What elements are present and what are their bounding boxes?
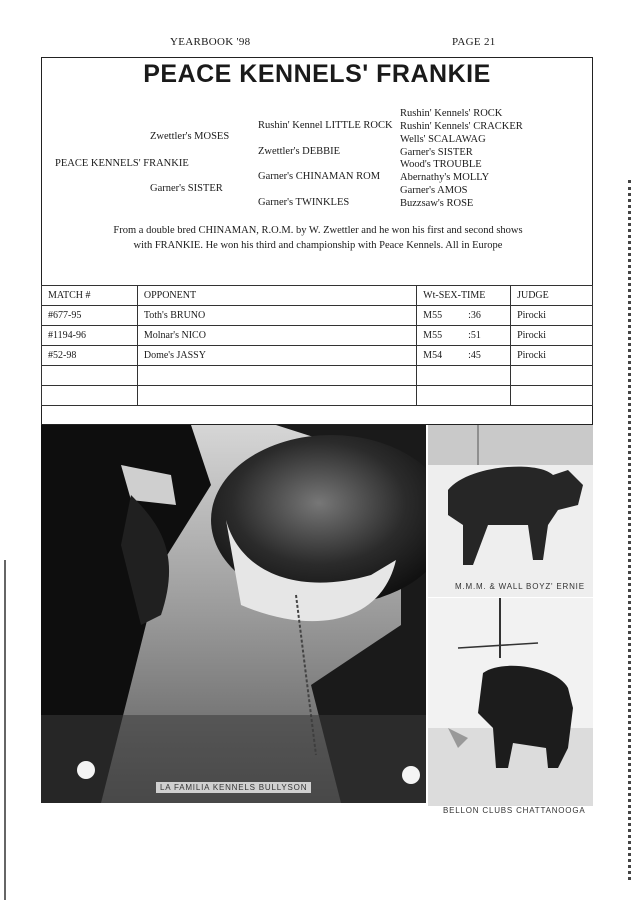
wt-sex-time	[417, 306, 511, 326]
pedigree-gg: Garner's SISTER	[400, 147, 473, 158]
pedigree-gg: Abernathy's MOLLY	[400, 172, 490, 183]
photo-bullyson	[41, 425, 426, 803]
time: :51	[468, 330, 481, 341]
dog-chained-illustration	[428, 598, 593, 806]
photo-ernie	[428, 425, 593, 597]
left-edge-line	[4, 560, 6, 900]
table-header-row	[42, 286, 593, 306]
opponent: Toth's BRUNO	[137, 306, 416, 326]
judge: Pirocki	[511, 306, 593, 326]
time: :45	[468, 350, 481, 361]
table-row-empty	[42, 386, 593, 406]
dog-photo-illustration	[41, 425, 426, 803]
pedigree-gg: Rushin' Kennels' CRACKER	[400, 121, 523, 132]
pedigree-sire-sire: Rushin' Kennel LITTLE ROCK	[258, 120, 393, 131]
wt-sex-time	[417, 326, 511, 346]
yearbook-label: YEARBOOK '98	[170, 36, 251, 48]
opponent: Dome's JASSY	[137, 346, 416, 366]
table-row-empty	[42, 366, 593, 386]
page-number: PAGE 21	[452, 36, 496, 48]
judge: Pirocki	[511, 326, 593, 346]
pedigree-sire-dam: Zwettler's DEBBIE	[258, 146, 341, 157]
pedigree-gg: Wells' SCALAWAG	[400, 134, 486, 145]
description	[78, 223, 558, 253]
description-line: From a double bred CHINAMAN, R.O.M. by W. Zwettler and he won his first and second shows	[113, 225, 523, 236]
match-number: #1194-96	[42, 326, 138, 346]
weight-sex: M54	[423, 350, 443, 361]
match-number: #677-95	[42, 306, 138, 326]
pedigree-gg: Rushin' Kennels' ROCK	[400, 108, 503, 119]
pedigree-gg: Garner's AMOS	[400, 185, 468, 196]
pedigree-gg: Wood's TROUBLE	[400, 159, 482, 170]
header-match: MATCH #	[42, 286, 138, 306]
pedigree-dam-dam: Garner's TWINKLES	[258, 197, 350, 208]
pedigree-subject: PEACE KENNELS' FRANKIE	[55, 158, 189, 169]
match-number: #52-98	[42, 346, 138, 366]
pedigree-sire: Zwettler's MOSES	[150, 131, 230, 142]
description-line: with FRANKIE. He won his third and championship with Peace Kennels. All in Europe	[133, 240, 503, 251]
opponent: Molnar's NICO	[137, 326, 416, 346]
caption-bullyson: LA FAMILIA KENNELS BULLYSON	[156, 782, 311, 793]
dog-standing-illustration	[428, 425, 593, 597]
match-table	[41, 285, 593, 406]
header-wt-sex-time: Wt-SEX-TIME	[417, 286, 511, 306]
photo-chattanooga	[428, 598, 593, 806]
table-row	[42, 326, 593, 346]
time: :36	[468, 310, 481, 321]
caption-ernie: M.M.M. & WALL BOYZ' ERNIE	[455, 582, 585, 591]
header-judge: JUDGE	[511, 286, 593, 306]
pedigree-dam-sire: Garner's CHINAMAN ROM	[258, 171, 381, 182]
page-title: PEACE KENNELS' FRANKIE	[143, 60, 491, 88]
judge: Pirocki	[511, 346, 593, 366]
binding-edge	[628, 180, 637, 880]
pedigree-dam: Garner's SISTER	[150, 183, 223, 194]
weight-sex: M55	[423, 310, 443, 321]
table-row	[42, 346, 593, 366]
wt-sex-time	[417, 346, 511, 366]
table-row	[42, 306, 593, 326]
header-opponent: OPPONENT	[137, 286, 416, 306]
pedigree-gg: Buzzsaw's ROSE	[400, 198, 474, 209]
caption-chattanooga: BELLON CLUBS CHATTANOOGA	[443, 806, 586, 815]
weight-sex: M55	[423, 330, 443, 341]
